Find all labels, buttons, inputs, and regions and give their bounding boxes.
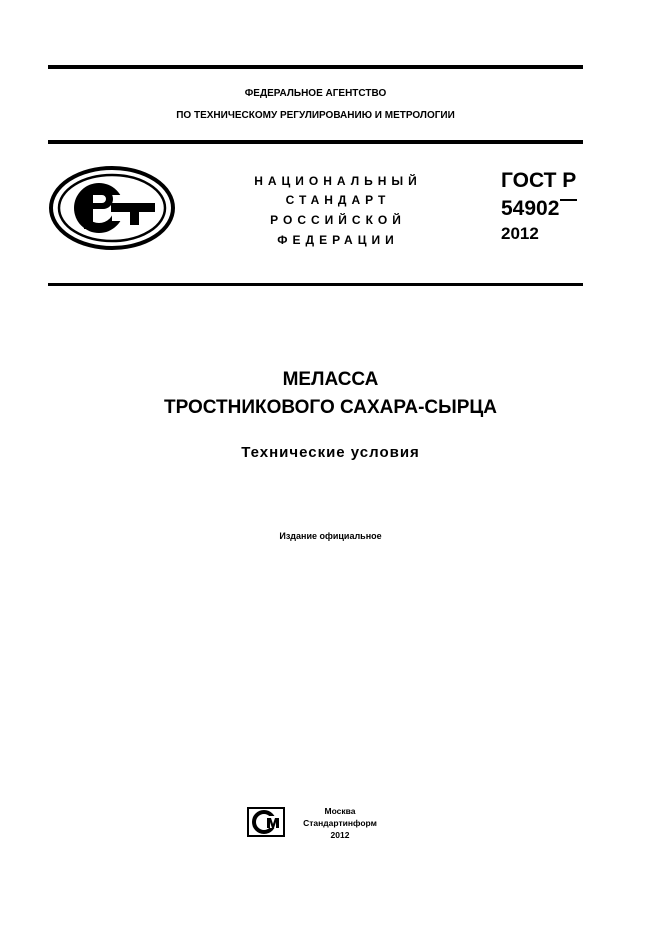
mid-rule — [48, 283, 583, 286]
document-subtitle: Технические условия — [241, 444, 420, 461]
publisher-year: 2012 — [330, 830, 350, 840]
publisher-name: Стандартинформ — [303, 818, 377, 828]
designation-year: 2012 — [501, 224, 539, 243]
edition-label: Издание официальное — [279, 531, 382, 541]
standard-type-line-2: СТАНДАРТ — [285, 193, 391, 207]
header-rule — [48, 140, 583, 144]
designation-dash — [560, 199, 577, 201]
standard-type-line-3: РОССИЙСКОЙ — [270, 213, 406, 227]
publisher-city: Москва — [324, 806, 356, 816]
standard-type-line-1: НАЦИОНАЛЬНЫЙ — [254, 174, 422, 188]
document-title-line-2: ТРОСТНИКОВОГО САХАРА-СЫРЦА — [163, 397, 498, 418]
document-title-line-1: МЕЛАССА — [282, 369, 379, 390]
agency-line-1: ФЕДЕРАЛЬНОЕ АГЕНТСТВО — [244, 88, 387, 99]
gost-r-logo — [48, 165, 176, 251]
designation-number-row — [501, 197, 577, 221]
standartinform-logo — [247, 807, 285, 837]
agency-line-2: ПО ТЕХНИЧЕСКОМУ РЕГУЛИРОВАНИЮ И МЕТРОЛОГИИ — [176, 110, 455, 121]
designation-number: 54902 — [501, 197, 560, 220]
designation-prefix: ГОСТ Р — [501, 169, 577, 192]
top-rule — [48, 65, 583, 69]
standard-type-line-4: ФЕДЕРАЦИИ — [277, 233, 399, 247]
